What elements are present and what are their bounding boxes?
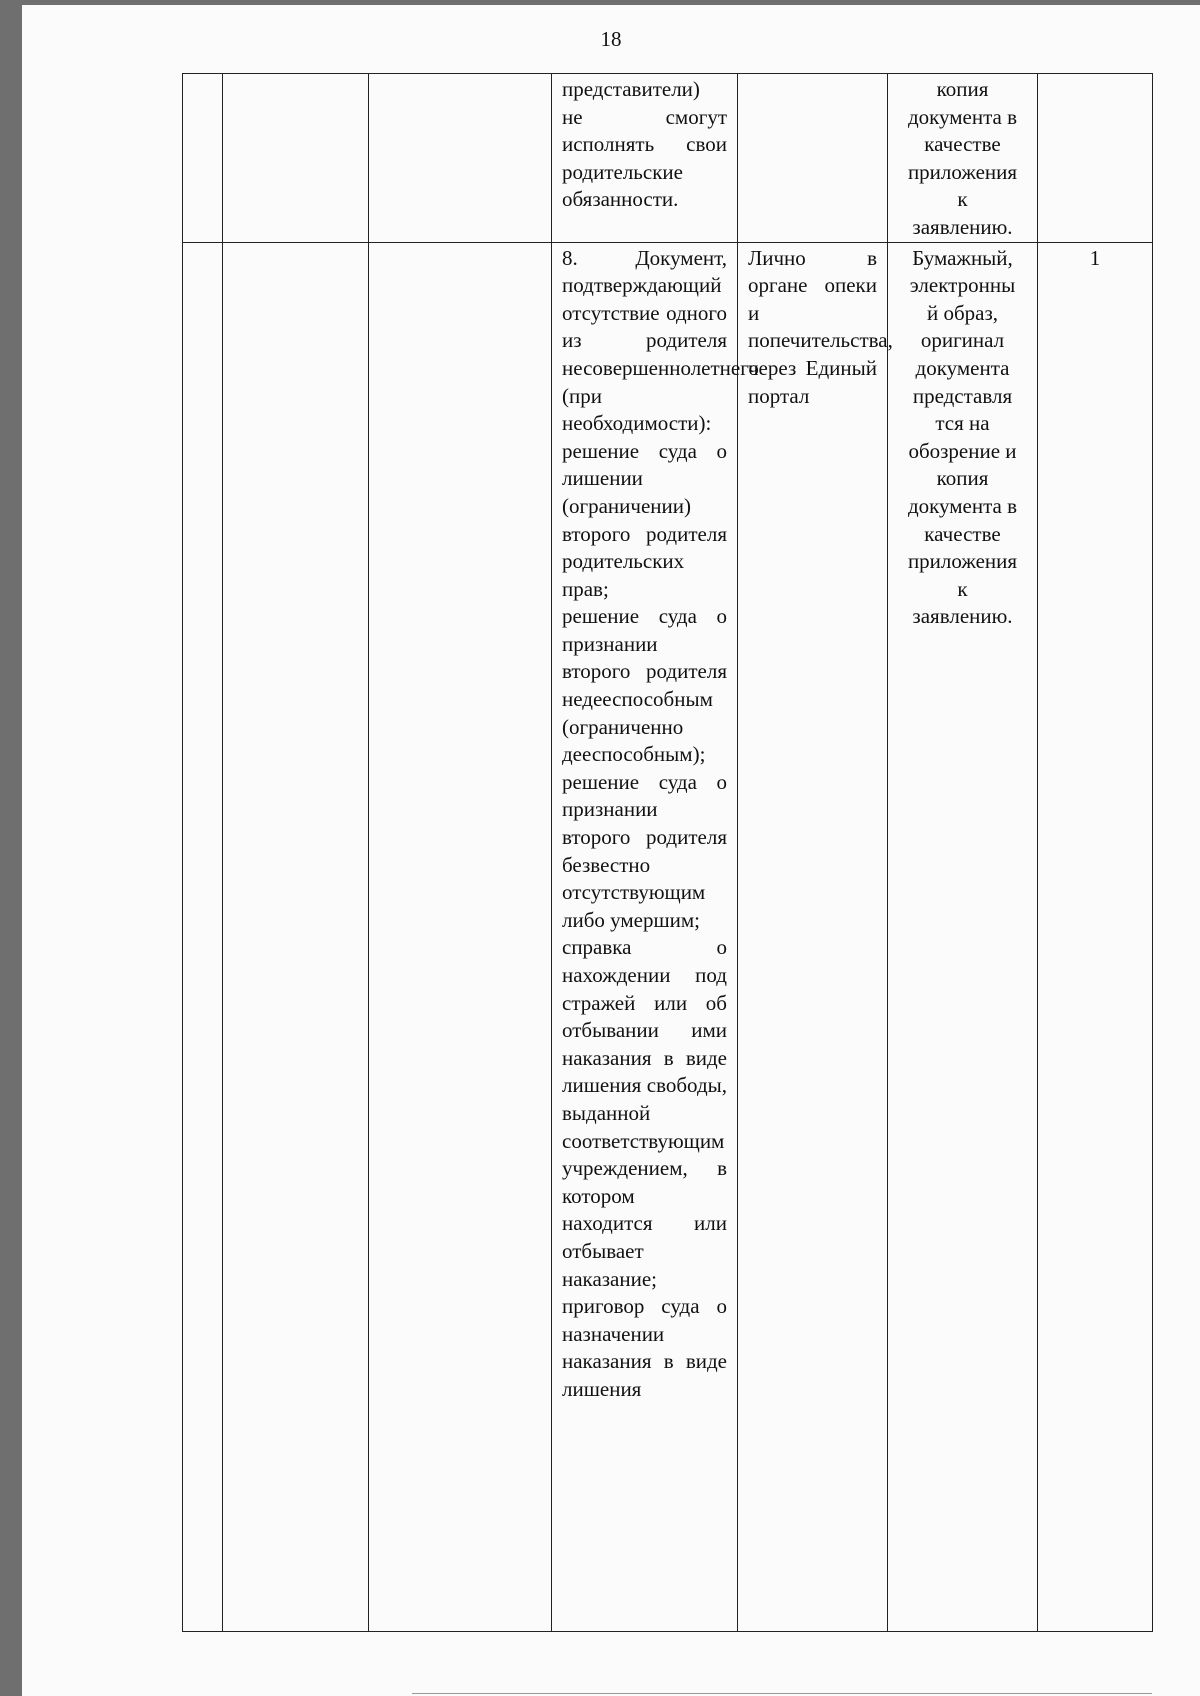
table-cell-empty xyxy=(183,74,223,243)
table-cell-empty xyxy=(369,242,552,1631)
submission-method-text: Лично в органе опеки и попечительства, через Единый портал xyxy=(748,245,893,408)
table-cell-empty xyxy=(223,242,369,1631)
table-row xyxy=(183,74,1153,243)
table-cell-document-description xyxy=(552,74,738,243)
table-cell-document-description xyxy=(552,242,759,1631)
document-form-text: копия документа в качестве приложения к заявлению. xyxy=(907,77,1018,239)
table-cell-empty xyxy=(223,74,369,243)
table-cell-quantity xyxy=(1038,74,1153,243)
table-cell-submission-method xyxy=(738,74,888,243)
document-description-text: 8. Документ, подтверждающий отсутствие одного из родителя несовершеннолетнего (при необходимости): решение суда о лишении (ограничении) второго родителя родительских прав; решение суда о признании второго родителя недееспособным (ограниченно дееспособным); решение суда о признании второго родителя безвестно отсутствующим либо умершим; справка о нахождении под стражей или об отбывании ими наказания в виде лишения свободы, выданной соответствующим учреждением, в котором находится или отбывает наказание; приговор суда о назначении наказания в виде лишения xyxy=(562,245,759,1401)
scan-edge-line xyxy=(412,1693,1152,1694)
requirements-table xyxy=(182,73,1153,1632)
document-form-text: Бумажный, электронны й образ, оригинал документа представля тся на обозрение и копия документа в качестве приложения к заявлению. xyxy=(907,245,1018,629)
table-row xyxy=(183,242,1153,1631)
quantity-text: 1 xyxy=(1089,245,1101,270)
table-cell-empty xyxy=(369,74,552,243)
table-cell-quantity xyxy=(1038,242,1153,1631)
table-cell-empty xyxy=(183,242,223,1631)
table-cell-submission-method xyxy=(738,242,893,1631)
document-page xyxy=(22,5,1200,1696)
table-cell-document-form xyxy=(888,242,1038,1631)
page-number: 18 xyxy=(600,27,622,51)
document-description-text: представители) не смогут исполнять свои родительские обязанности. xyxy=(562,77,727,212)
table-cell-document-form xyxy=(888,74,1038,243)
